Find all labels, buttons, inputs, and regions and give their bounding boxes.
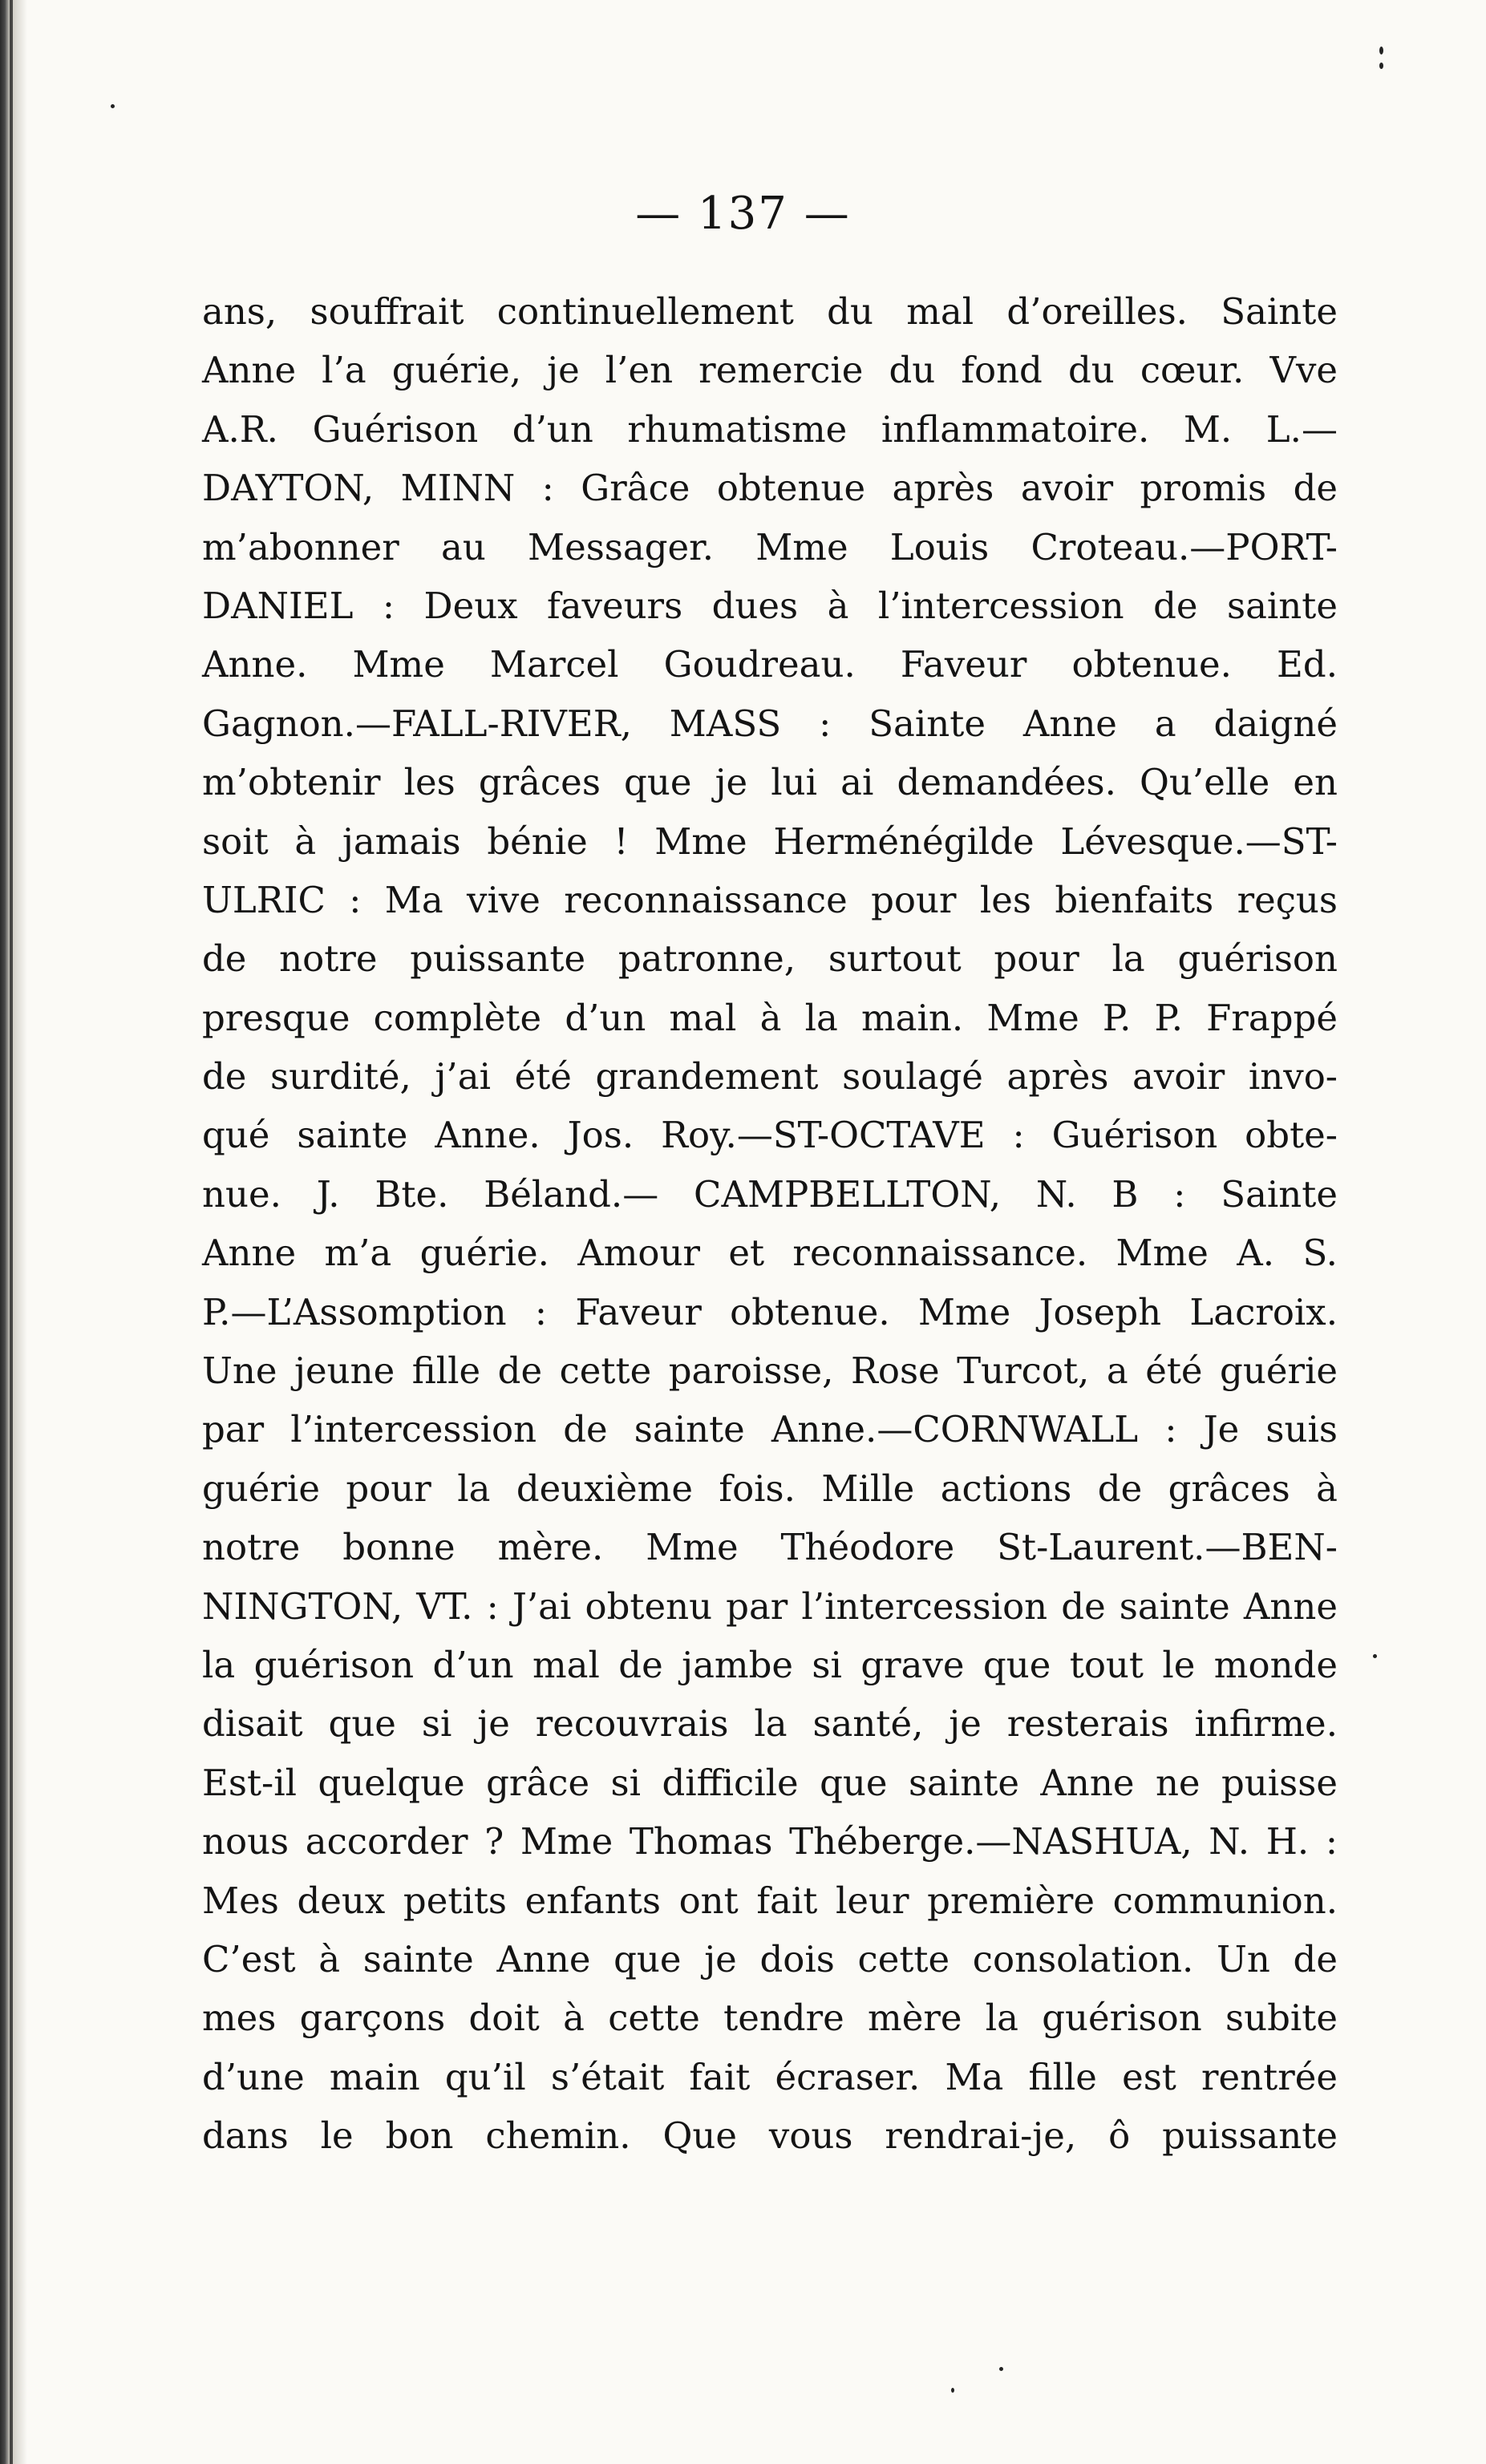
text-line: disait que si je recouvrais la santé, je resterais infirme. bbox=[202, 1702, 1338, 1746]
text-line: Gagnon.—FALL-RIVER, MASS : Sainte Anne a daigné bbox=[202, 702, 1338, 745]
text-line: Mes deux petits enfants ont fait leur première communion. bbox=[202, 1879, 1338, 1922]
text-line: qué sainte Anne. Jos. Roy.—ST-OCTAVE : Guérison obte- bbox=[202, 1114, 1338, 1157]
text-line: C’est à sainte Anne que je dois cette consolation. Un de bbox=[202, 1937, 1338, 1981]
text-line: Anne. Mme Marcel Goudreau. Faveur obtenue. Ed. bbox=[202, 643, 1338, 686]
ink-speck bbox=[999, 2367, 1003, 2371]
text-line: ULRIC : Ma vive reconnaissance pour les bienfaits reçus bbox=[202, 878, 1338, 921]
ink-speck bbox=[951, 2388, 954, 2393]
ink-speck bbox=[1373, 1654, 1377, 1658]
text-line: nous accorder ? Mme Thomas Théberge.—NASHUA, N. H. : bbox=[202, 1820, 1338, 1863]
text-line: m’abonner au Messager. Mme Louis Croteau.—PORT- bbox=[202, 525, 1338, 568]
text-line: d’une main qu’il s’était fait écraser. Ma fille est rentrée bbox=[202, 2055, 1338, 2098]
text-line: de surdité, j’ai été grandement soulagé après avoir invo- bbox=[202, 1055, 1338, 1098]
text-line: ans, souffrait continuellement du mal d’oreilles. Sainte bbox=[202, 290, 1338, 333]
binding-line bbox=[10, 0, 13, 2464]
body-text bbox=[202, 282, 1338, 2166]
text-line: P.—L’Assomption : Faveur obtenue. Mme Joseph Lacroix. bbox=[202, 1290, 1338, 1333]
ink-speck bbox=[1379, 47, 1383, 55]
text-line: nue. J. Bte. Béland.— CAMPBELLTON, N. B : Sainte bbox=[202, 1172, 1338, 1216]
text-line: presque complète d’un mal à la main. Mme P. P. Frappé bbox=[202, 996, 1338, 1039]
ink-speck bbox=[111, 104, 115, 108]
text-line: NINGTON, VT. : J’ai obtenu par l’intercession de sainte Anne bbox=[202, 1584, 1338, 1628]
text-line: DAYTON, MINN : Grâce obtenue après avoir promis de bbox=[202, 467, 1338, 510]
text-line: de notre puissante patronne, surtout pour la guérison bbox=[202, 937, 1338, 981]
text-line: A.R. Guérison d’un rhumatisme inflammatoire. M. L.— bbox=[202, 407, 1338, 451]
text-line: m’obtenir les grâces que je lui ai demandées. Qu’elle en bbox=[202, 761, 1338, 804]
ink-speck bbox=[1379, 63, 1383, 69]
text-line: guérie pour la deuxième fois. Mille actions de grâces à bbox=[202, 1467, 1338, 1510]
text-line: mes garçons doit à cette tendre mère la guérison subite bbox=[202, 1997, 1338, 2040]
text-line: dans le bon chemin. Que vous rendrai-je, ô puissante bbox=[202, 2114, 1338, 2158]
text-line: notre bonne mère. Mme Théodore St-Laurent.—BEN- bbox=[202, 1526, 1338, 1569]
text-line: la guérison d’un mal de jambe si grave que tout le monde bbox=[202, 1643, 1338, 1686]
text-line: Est-il quelque grâce si difficile que sainte Anne ne puisse bbox=[202, 1761, 1338, 1804]
text-line: DANIEL : Deux faveurs dues à l’intercession de sainte bbox=[202, 584, 1338, 627]
binding-shadow bbox=[0, 0, 27, 2464]
page-number: — 137 — bbox=[635, 188, 851, 240]
text-line: Anne m’a guérie. Amour et reconnaissance. Mme A. S. bbox=[202, 1232, 1338, 1275]
text-line: Une jeune fille de cette paroisse, Rose Turcot, a été guérie bbox=[202, 1349, 1338, 1393]
text-line: soit à jamais bénie ! Mme Herménégilde Lévesque.—ST- bbox=[202, 819, 1338, 863]
text-line: par l’intercession de sainte Anne.—CORNWALL : Je suis bbox=[202, 1408, 1338, 1451]
text-line: Anne l’a guérie, je l’en remercie du fond du cœur. Vve bbox=[202, 349, 1338, 392]
